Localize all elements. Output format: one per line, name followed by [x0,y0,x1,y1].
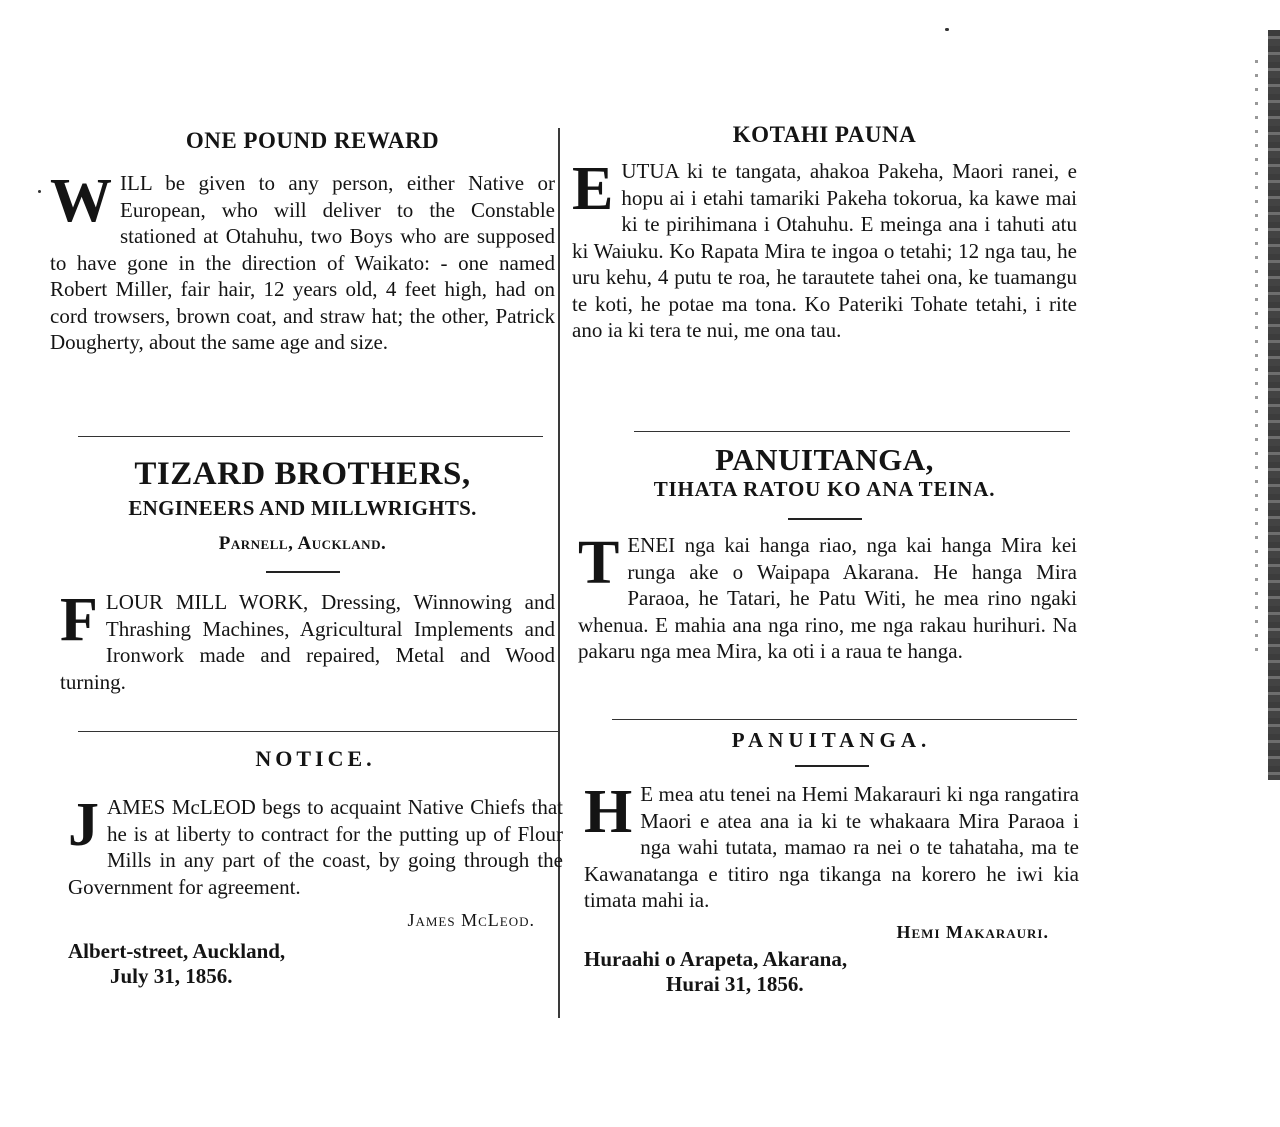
panuitanga2-body [584,778,1079,914]
tizard-body [50,586,555,695]
panuitanga2-heading: PANUITANGA. [731,728,932,752]
panuitanga1-subheading: TIHATA RATOU KO ANA TEINA. [653,477,996,501]
tizard-trade: ENGINEERS AND MILLWRIGHTS. [128,496,477,520]
scan-edge-artifact [1255,60,1258,660]
panuitanga-advert [572,443,1077,665]
pauna-body [572,155,1077,344]
section-rule [634,431,1070,432]
pauna-notice [572,122,1077,344]
panuitanga2-signature: Hemi Makarauri. [896,921,1049,942]
reward-text: ILL be given to any person, either Native or European, who will deliver to the Constable stationed at Otahuhu, two Boys who are supposed to have gone in the direction of Waikato: - one named Robert Miller, fair hair, 12 years old, 4 feet high, had on cord trowsers, brown coat, and straw hat; the other, Patrick Dougherty, about the same age and size. [50,171,555,354]
pauna-dropcap: E [572,155,614,223]
scan-speck [38,190,41,193]
panuitanga1-dropcap: T [578,529,620,597]
panuitanga2-address: Huraahi o Arapeta, Akarana, [584,946,848,971]
panuitanga1-heading: PANUITANGA, [715,442,934,477]
scan-edge-artifact [1268,30,1280,780]
short-rule [795,765,869,767]
notice-heading: NOTICE. [255,746,376,771]
reward-heading: ONE POUND REWARD [185,128,440,153]
panuitanga2-date: Hurai 31, 1856. [666,971,804,996]
panuitanga1-body [572,529,1077,665]
notice-signature: James McLeod. [407,910,535,930]
section-rule [78,731,558,732]
tizard-advert [50,456,555,695]
section-rule [78,436,543,437]
tizard-place: Parnell, Auckland. [218,533,387,554]
panuitanga2-text: E mea atu tenei na Hemi Makarauri ki nga rangatira Maori e atea ana ia ki te whakaara Mira Paraoa i nga wahi tutata, mamao ra nei o te tahataha, ma te Kawanatanga e titiro nga tikanga na korero he iwi kia timata mahi ia. [584,782,1079,912]
reward-dropcap: W [50,167,112,235]
pauna-heading: KOTAHI PAUNA [732,122,917,147]
notice-dropcap: J [68,791,99,859]
notice-text: AMES McLEOD begs to acquaint Native Chiefs that he is at liberty to contract for the putting up of Flour Mills in any part of the coast, by going through the Government for agreement. [68,795,563,899]
pauna-text: UTUA ki te tangata, ahakoa Pakeha, Maori ranei, e hopu ai i etahi tamariki Pakeha tokorua, ka kawe mai ki te pirihimana i Otahuhu. E meinga ana i tahuti atu ki Waiuku. Ko Rapata Mira te ingoa o tetahi; 12 nga tau, he uru kehu, 4 putu te roa, he tarautete tahei ona, ke tuamangu te koti, he potae ma tona. Ko Pateriki Tohate tetahi, i rite ano ia ki tera te nui, me ona tau. [572,159,1077,342]
notice-body [68,791,563,900]
notice-date: July 31, 1856. [110,964,233,988]
mcleod-notice [68,746,563,989]
section-rule [612,719,1077,720]
tizard-dropcap: F [60,586,98,654]
tizard-name: TIZARD BROTHERS, [134,456,471,492]
short-rule [788,518,862,520]
panuitanga1-text: ENEI nga kai hanga riao, nga kai hanga Mira kei runga ake o Waipapa Akarana. He hanga Mira Paraoa, he Tatari, he Patu Witi, he mea rino ngaki whenua. E mahia ana nga rino, me nga rakau hurihuri. Na pakaru nga mea Mira, ka oti i a raua te hanga. [578,533,1077,663]
notice-address: Albert-street, Auckland, [68,939,286,963]
short-rule [266,571,340,573]
hemi-notice [584,728,1079,997]
tizard-text: LOUR MILL WORK, Dressing, Winnowing and Thrashing Machines, Agricultural Implements and Ironwork made and repaired, Metal and Wood turning. [60,590,555,694]
scan-speck [945,28,949,31]
reward-body [50,167,555,356]
panuitanga2-dropcap: H [584,778,633,846]
reward-notice [50,128,555,356]
